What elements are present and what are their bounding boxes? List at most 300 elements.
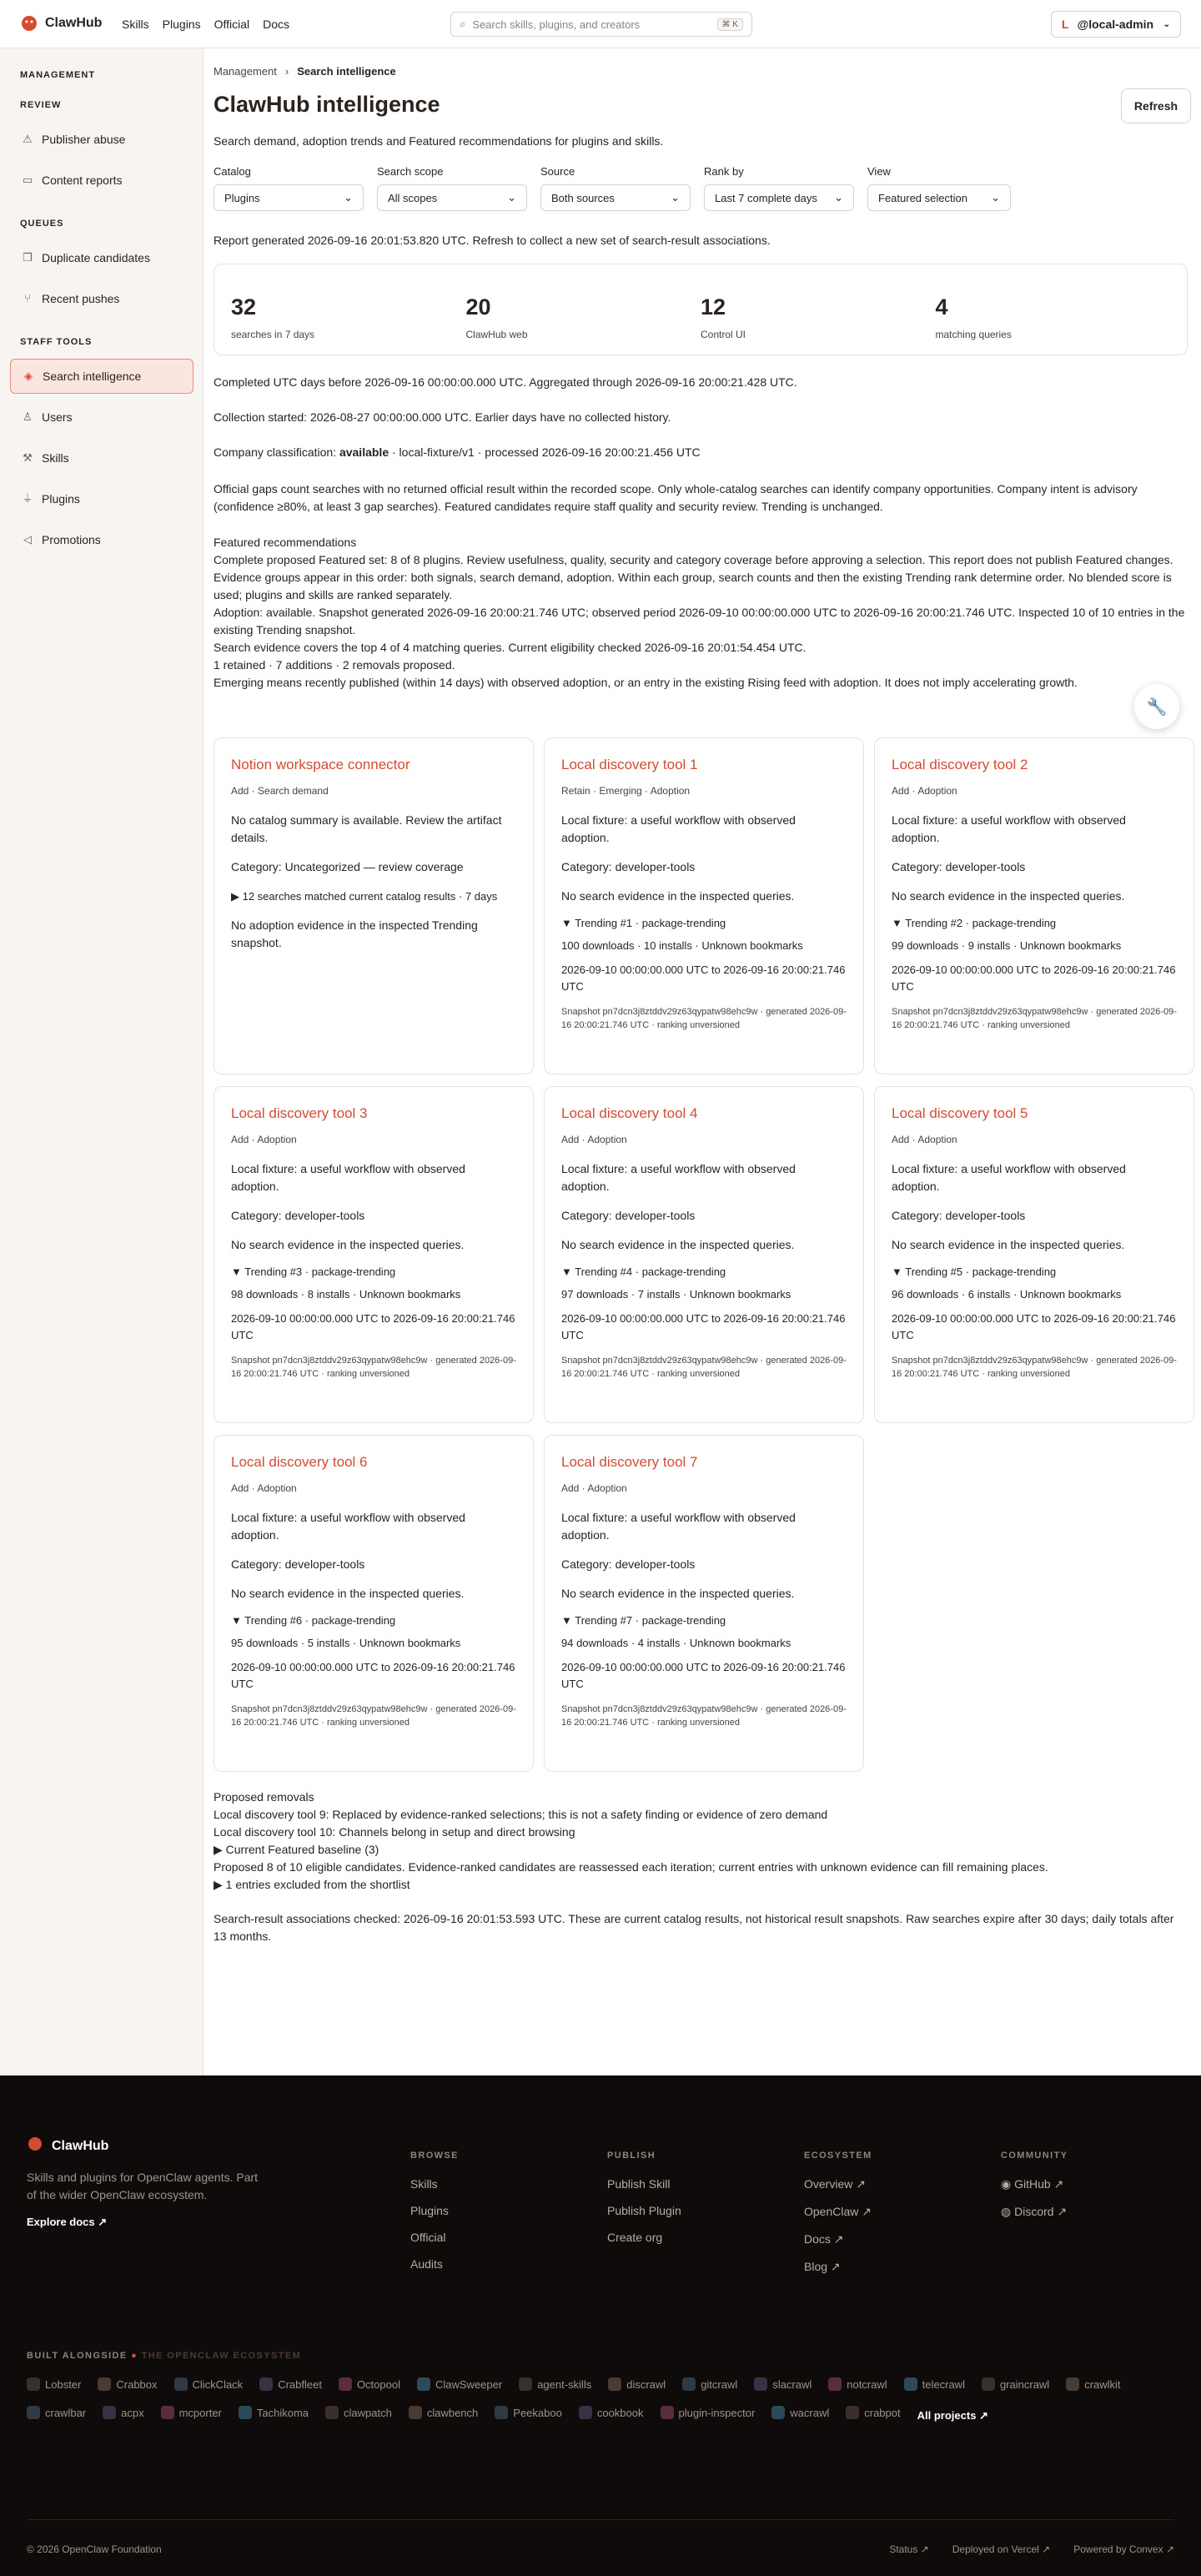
project-chip[interactable] xyxy=(754,2377,812,2391)
project-chip[interactable] xyxy=(161,2406,222,2419)
convex-link[interactable]: Powered by Convex ↗ xyxy=(1073,2543,1174,2555)
project-chip[interactable] xyxy=(259,2377,322,2391)
vercel-link[interactable]: Deployed on Vercel ↗ xyxy=(952,2543,1051,2555)
project-label: ClickClack xyxy=(192,2377,244,2391)
trending-toggle[interactable]: ▼ Trending #3 · package-trending xyxy=(231,1265,396,1278)
card-summary: Local fixture: a useful workflow with observed adoption. xyxy=(561,813,796,844)
footer-col-heading: COMMUNITY xyxy=(1001,2151,1068,2161)
nav-skills[interactable]: Skills xyxy=(122,18,149,31)
featured-line: Emerging means recently published (within 14 days) with observed adoption, or an entry in the existing Rising feed with adoption. It does not imply accelerating growth. xyxy=(214,676,1078,689)
footer-link[interactable]: Create org xyxy=(607,2231,663,2244)
card-summary: Local fixture: a useful workflow with observed adoption. xyxy=(561,1511,796,1542)
company-status: available xyxy=(339,445,389,459)
candidate-card xyxy=(874,1086,1194,1423)
catalog-select[interactable] xyxy=(214,184,364,211)
section-staff-tools: STAFF TOOLS xyxy=(20,337,93,347)
card-metrics: 95 downloads · 5 installs · Unknown bookmarks xyxy=(231,1637,461,1649)
card-title[interactable]: Local discovery tool 7 xyxy=(561,1454,698,1470)
card-search-evidence: No search evidence in the inspected queries. xyxy=(231,1587,465,1600)
copyright: © 2026 OpenClaw Foundation xyxy=(27,2543,162,2555)
project-label: notcrawl xyxy=(847,2377,887,2391)
chart-icon: ◈ xyxy=(24,370,33,382)
filter-search-scope xyxy=(377,165,527,211)
card-range: 2026-09-10 00:00:00.000 UTC to 2026-09-16 20:00:21.746 UTC xyxy=(892,1312,1176,1341)
warning-icon: ⚠ xyxy=(23,133,33,145)
stat-value: 20 xyxy=(465,294,491,319)
proposed-summary: Proposed 8 of 10 eligible candidates. Evidence-ranked candidates are reassessed each iteration; current entries with unknown evidence can fill remaining places. xyxy=(214,1860,1048,1874)
footer-col-browse xyxy=(410,2151,459,2284)
sidebar-item-promotions[interactable] xyxy=(10,522,193,557)
filter-catalog xyxy=(214,165,364,211)
project-chip[interactable] xyxy=(339,2377,400,2391)
status-link[interactable]: Status ↗ xyxy=(889,2543,929,2555)
chevron-down-icon: ⌄ xyxy=(991,191,1000,204)
project-icon xyxy=(682,2377,696,2391)
username: @local-admin xyxy=(1077,18,1154,31)
project-icon xyxy=(239,2406,252,2419)
candidate-card xyxy=(214,737,534,1074)
sidebar-item-label: Content reports xyxy=(42,174,123,187)
card-summary: No catalog summary is available. Review the artifact details. xyxy=(231,813,502,844)
sidebar-item-content-reports[interactable] xyxy=(10,163,193,198)
wrench-icon: ⚒ xyxy=(23,451,33,464)
project-icon xyxy=(519,2377,532,2391)
stat-label: matching queries xyxy=(935,329,1012,340)
footer-link[interactable]: Blog ↗ xyxy=(804,2260,841,2273)
footer-link[interactable]: Docs ↗ xyxy=(804,2232,844,2246)
card-category: Category: developer-tools xyxy=(561,860,696,873)
source-select[interactable] xyxy=(540,184,691,211)
completed-days-text: Completed UTC days before 2026-09-16 00:00:00.000 UTC. Aggregated through 2026-09-16 20:00:21.428 UTC. xyxy=(214,375,797,389)
project-label: crawlkit xyxy=(1084,2377,1121,2391)
project-label: crabpot xyxy=(864,2406,901,2419)
project-chip[interactable] xyxy=(982,2377,1049,2391)
project-icon xyxy=(27,2406,40,2419)
card-range: 2026-09-10 00:00:00.000 UTC to 2026-09-16 20:00:21.746 UTC xyxy=(231,1661,515,1690)
filter-label: View xyxy=(867,165,891,178)
project-label: plugin-inspector xyxy=(678,2406,756,2419)
trending-toggle[interactable]: ▼ Trending #2 · package-trending xyxy=(892,917,1057,929)
card-category: Category: developer-tools xyxy=(231,1209,365,1222)
card-snapshot-note: Snapshot pn7dcn3j8ztddv29z63qypatw98ehc9w · generated 2026-09-16 20:00:21.746 UTC · ranking unversioned xyxy=(561,1007,847,1030)
footer-link[interactable]: Publish Skill xyxy=(607,2177,671,2191)
card-range: 2026-09-10 00:00:00.000 UTC to 2026-09-16 20:00:21.746 UTC xyxy=(892,963,1176,993)
associations-text: Search-result associations checked: 2026-09-16 20:01:53.593 UTC. These are current catalog results, not historical result snapshots. Raw searches expire after 30 days; daily totals after 13 months. xyxy=(214,1912,1174,1943)
card-summary: Local fixture: a useful workflow with observed adoption. xyxy=(892,1162,1126,1193)
project-chip[interactable] xyxy=(325,2406,392,2419)
project-icon xyxy=(495,2406,508,2419)
candidate-card xyxy=(544,1086,864,1423)
card-signal: Retain · Emerging · Adoption xyxy=(561,785,691,797)
sidebar-item-label: Skills xyxy=(42,451,69,465)
card-search-evidence: No search evidence in the inspected queries. xyxy=(892,1238,1125,1251)
project-label: graincrawl xyxy=(999,2377,1050,2391)
project-chip[interactable] xyxy=(174,2377,244,2391)
stat-value: 4 xyxy=(935,294,948,319)
admin-sidebar xyxy=(0,48,204,2075)
filter-source xyxy=(540,165,691,211)
project-label: acpx xyxy=(121,2406,144,2419)
project-label: mcporter xyxy=(178,2406,222,2419)
project-icon xyxy=(417,2377,430,2391)
sidebar-item-duplicate-candidates[interactable] xyxy=(10,240,193,275)
nav-official[interactable]: Official xyxy=(214,18,250,31)
explore-docs-link[interactable]: Explore docs ↗ xyxy=(27,2216,108,2228)
git-branch-icon: ⑂ xyxy=(24,292,31,304)
filter-view xyxy=(867,165,1011,211)
sidebar-item-users[interactable] xyxy=(10,400,193,435)
search-placeholder: Search skills, plugins, and creators xyxy=(472,18,641,31)
card-metrics: 98 downloads · 8 installs · Unknown bookmarks xyxy=(231,1288,461,1301)
project-chip[interactable] xyxy=(409,2406,478,2419)
card-metrics: 94 downloads · 4 installs · Unknown bookmarks xyxy=(561,1637,791,1649)
trending-toggle[interactable]: ▼ Trending #4 · package-trending xyxy=(561,1265,726,1278)
card-signal: Add · Adoption xyxy=(231,1134,297,1145)
project-icon xyxy=(1066,2377,1079,2391)
project-label: Crabbox xyxy=(116,2377,158,2391)
project-label: slacrawl xyxy=(772,2377,812,2391)
card-category: Category: Uncategorized — review coverage xyxy=(231,860,464,873)
card-summary: Local fixture: a useful workflow with observed adoption. xyxy=(231,1511,465,1542)
company-prefix: Company classification: xyxy=(214,445,339,459)
card-signal: Add · Adoption xyxy=(231,1482,297,1494)
user-menu-button[interactable] xyxy=(1051,11,1181,38)
featured-baseline-toggle[interactable]: ▶ Current Featured baseline (3) xyxy=(214,1843,379,1856)
project-icon xyxy=(846,2406,859,2419)
card-metrics: 96 downloads · 6 installs · Unknown bookmarks xyxy=(892,1288,1122,1301)
footer-link[interactable]: Overview ↗ xyxy=(804,2177,866,2191)
project-chip[interactable] xyxy=(846,2406,900,2419)
all-projects-link[interactable]: All projects ↗ xyxy=(917,2409,988,2422)
card-title[interactable]: Local discovery tool 2 xyxy=(892,757,1028,772)
user-icon: ♙ xyxy=(23,410,33,423)
sidebar-item-publisher-abuse[interactable] xyxy=(10,122,193,157)
footer-link-label: Discord ↗ xyxy=(1014,2205,1068,2218)
chevron-right-icon: › xyxy=(284,65,289,78)
section-management: MANAGEMENT xyxy=(20,70,96,80)
sidebar-item-label: Search intelligence xyxy=(43,370,142,383)
footer-brand-name: ClawHub xyxy=(52,2138,109,2153)
search-input[interactable] xyxy=(450,12,752,37)
scope-select[interactable] xyxy=(377,184,527,211)
card-summary: Local fixture: a useful workflow with observed adoption. xyxy=(892,813,1126,844)
page-subtitle: Search demand, adoption trends and Featured recommendations for plugins and skills. xyxy=(214,134,664,148)
project-icon xyxy=(98,2377,111,2391)
candidate-card xyxy=(544,737,864,1074)
brand-name: ClawHub xyxy=(45,16,103,30)
stat-matching-queries xyxy=(936,264,1171,355)
select-value: Featured selection xyxy=(878,191,967,204)
candidate-card xyxy=(214,1086,534,1423)
card-metrics: 100 downloads · 10 installs · Unknown bookmarks xyxy=(561,939,803,952)
footer-col-ecosystem xyxy=(804,2151,872,2287)
stat-value: 32 xyxy=(231,294,257,319)
sidebar-item-search-intelligence[interactable] xyxy=(10,359,193,394)
sidebar-item-label: Publisher abuse xyxy=(42,133,126,146)
card-signal: Add · Adoption xyxy=(561,1134,627,1145)
collection-text: Collection started: 2026-08-27 00:00:00.000 UTC. Earlier days have no collected history. xyxy=(214,410,671,424)
card-category: Category: developer-tools xyxy=(892,1209,1026,1222)
section-review: REVIEW xyxy=(20,100,62,110)
trending-toggle[interactable]: ▼ Trending #7 · package-trending xyxy=(561,1614,726,1627)
project-icon xyxy=(409,2406,422,2419)
built-prefix: BUILT ALONGSIDE xyxy=(27,2351,128,2361)
project-icon xyxy=(754,2377,767,2391)
search-shortcut: ⌘ K xyxy=(717,18,743,31)
featured-line: Adoption: available. Snapshot generated 2026-09-16 20:00:21.746 UTC; observed period 2026-09-10 00:00:00.000 UTC to 2026-09-16 20:00:21.746 UTC. Inspected 10 of 10 entries in the existing Trending snapshot. xyxy=(214,606,1185,636)
lobster-logo-icon xyxy=(27,2136,43,2156)
project-label: ClawSweeper xyxy=(435,2377,503,2391)
project-chip[interactable] xyxy=(1066,2377,1120,2391)
chevron-down-icon: ⌄ xyxy=(1163,19,1170,29)
filter-rank-by xyxy=(704,165,854,211)
card-signal: Add · Adoption xyxy=(561,1482,627,1494)
project-chip[interactable] xyxy=(904,2377,965,2391)
project-label: wacrawl xyxy=(790,2406,830,2419)
stat-value: 12 xyxy=(701,294,726,319)
card-search-evidence: No search evidence in the inspected queries. xyxy=(561,1587,795,1600)
rank-select[interactable] xyxy=(704,184,854,211)
view-select[interactable] xyxy=(867,184,1011,211)
card-snapshot-note: Snapshot pn7dcn3j8ztddv29z63qypatw98ehc9w · generated 2026-09-16 20:00:21.746 UTC · ranking unversioned xyxy=(231,1704,516,1728)
project-label: discrawl xyxy=(626,2377,666,2391)
project-label: clawpatch xyxy=(344,2406,392,2419)
sidebar-item-plugins[interactable] xyxy=(10,481,193,516)
chevron-down-icon: ⌄ xyxy=(834,191,843,204)
card-snapshot-note: Snapshot pn7dcn3j8ztddv29z63qypatw98ehc9w · generated 2026-09-16 20:00:21.746 UTC · ranking unversioned xyxy=(561,1704,847,1728)
card-category: Category: developer-tools xyxy=(231,1557,365,1571)
project-chip[interactable] xyxy=(579,2406,644,2419)
project-label: Lobster xyxy=(45,2377,82,2391)
select-value: Plugins xyxy=(224,191,260,204)
project-label: Octopool xyxy=(356,2377,400,2391)
breadcrumb xyxy=(214,65,396,78)
card-snapshot-note: Snapshot pn7dcn3j8ztddv29z63qypatw98ehc9w · generated 2026-09-16 20:00:21.746 UTC · ranking unversioned xyxy=(561,1356,847,1379)
featured-recommendations xyxy=(214,534,1188,692)
stat-label: ClawHub web xyxy=(465,329,528,340)
filter-label: Source xyxy=(540,165,575,178)
chevron-down-icon: ⌄ xyxy=(671,191,680,204)
official-gaps-text: Official gaps count searches with no returned official result within the recorded scope. Only whole-catalog searches can identify company opportunities. Company intent is advisory (confidence ≥80%, at least 3 gap searches). Featured candidates require staff quality and security review. Trending is unchanged. xyxy=(214,482,1138,513)
project-chip[interactable] xyxy=(682,2377,737,2391)
project-label: gitcrawl xyxy=(701,2377,738,2391)
trending-toggle[interactable]: ▼ Trending #1 · package-trending xyxy=(561,917,726,929)
built-alongside-heading xyxy=(27,2351,301,2361)
project-label: Peekaboo xyxy=(513,2406,562,2419)
project-label: Tachikoma xyxy=(256,2406,309,2419)
ecosystem-projects xyxy=(27,2377,1174,2438)
search-evidence-toggle[interactable]: ▶ 12 searches matched current catalog results · 7 days xyxy=(231,890,498,903)
card-snapshot-note: Snapshot pn7dcn3j8ztddv29z63qypatw98ehc9w · generated 2026-09-16 20:00:21.746 UTC · ranking unversioned xyxy=(892,1007,1177,1030)
footer-link[interactable]: Skills xyxy=(410,2177,438,2191)
card-metrics: 97 downloads · 7 installs · Unknown bookmarks xyxy=(561,1288,791,1301)
github-icon: ◉ xyxy=(1001,2177,1015,2191)
featured-line: Evidence groups appear in this order: both signals, search demand, adoption. Within each group, search counts and then the existing Trending rank determine order. No blended score is used; plugins and skills are ranked separately. xyxy=(214,571,1172,601)
card-search-evidence: No search evidence in the inspected queries. xyxy=(561,1238,795,1251)
card-signal: Add · Search demand xyxy=(231,785,329,797)
project-label: clawbench xyxy=(426,2406,479,2419)
card-summary: Local fixture: a useful workflow with observed adoption. xyxy=(231,1162,465,1193)
built-suffix: THE OPENCLAW ECOSYSTEM xyxy=(141,2351,302,2361)
project-label: telecrawl xyxy=(922,2377,965,2391)
project-icon xyxy=(982,2377,995,2391)
footer-link-discord[interactable] xyxy=(1001,2205,1068,2219)
project-icon xyxy=(161,2406,174,2419)
megaphone-icon: ◁ xyxy=(23,533,32,546)
card-metrics: 99 downloads · 9 installs · Unknown bookmarks xyxy=(892,939,1122,952)
sidebar-item-label: Duplicate candidates xyxy=(42,251,150,264)
stat-label: Control UI xyxy=(701,329,746,340)
card-snapshot-note: Snapshot pn7dcn3j8ztddv29z63qypatw98ehc9w · generated 2026-09-16 20:00:21.746 UTC · ranking unversioned xyxy=(892,1356,1177,1379)
nav-plugins[interactable]: Plugins xyxy=(162,18,201,31)
project-label: agent-skills xyxy=(537,2377,592,2391)
sidebar-item-label: Promotions xyxy=(42,533,101,546)
project-icon xyxy=(103,2406,116,2419)
project-chip[interactable] xyxy=(103,2406,143,2419)
candidate-card xyxy=(544,1435,864,1772)
card-summary: Local fixture: a useful workflow with observed adoption. xyxy=(561,1162,796,1193)
card-snapshot-note: Snapshot pn7dcn3j8ztddv29z63qypatw98ehc9w · generated 2026-09-16 20:00:21.746 UTC · ranking unversioned xyxy=(231,1356,516,1379)
card-title[interactable]: Local discovery tool 5 xyxy=(892,1105,1028,1121)
search-icon: ⌕ xyxy=(460,18,466,30)
card-title[interactable]: Notion workspace connector xyxy=(231,757,410,772)
project-chip[interactable] xyxy=(608,2377,666,2391)
page-title: ClawHub intelligence xyxy=(214,92,440,117)
footer-col-heading: BROWSE xyxy=(410,2151,459,2161)
footer-link-label: GitHub ↗ xyxy=(1014,2177,1064,2191)
card-range: 2026-09-10 00:00:00.000 UTC to 2026-09-16 20:00:21.746 UTC xyxy=(561,1661,846,1690)
filter-bar xyxy=(214,165,1011,211)
card-title[interactable]: Local discovery tool 3 xyxy=(231,1105,368,1121)
footer-link-github[interactable] xyxy=(1001,2177,1068,2191)
chevron-down-icon: ⌄ xyxy=(507,191,516,204)
footer-col-heading: ECOSYSTEM xyxy=(804,2151,872,2161)
project-icon xyxy=(325,2406,339,2419)
primary-nav xyxy=(122,18,289,31)
project-icon xyxy=(904,2377,917,2391)
project-chip[interactable] xyxy=(519,2377,591,2391)
project-chip[interactable] xyxy=(661,2406,756,2419)
proposed-removals xyxy=(214,1789,1188,1894)
brand-logo[interactable] xyxy=(20,14,102,33)
report-timestamp: Report generated 2026-09-16 20:01:53.820 UTC. Refresh to collect a new set of search-result associations. xyxy=(214,234,771,247)
project-chip[interactable] xyxy=(828,2377,887,2391)
card-category: Category: developer-tools xyxy=(561,1557,696,1571)
plug-icon: ⏚ xyxy=(22,492,33,505)
project-icon xyxy=(27,2377,40,2391)
project-icon xyxy=(661,2406,674,2419)
card-search-evidence: No search evidence in the inspected queries. xyxy=(561,889,795,903)
excluded-toggle[interactable]: ▶ 1 entries excluded from the shortlist xyxy=(214,1878,410,1891)
footer-col-heading: PUBLISH xyxy=(607,2151,656,2161)
project-icon xyxy=(771,2406,785,2419)
footer-link[interactable]: Official xyxy=(410,2231,446,2244)
stat-control-ui xyxy=(701,264,936,355)
sidebar-item-label: Recent pushes xyxy=(42,292,120,305)
footer-link[interactable]: Publish Plugin xyxy=(607,2204,681,2217)
document-icon: ▭ xyxy=(22,174,33,186)
project-icon xyxy=(608,2377,621,2391)
project-chip[interactable] xyxy=(771,2406,829,2419)
project-icon xyxy=(259,2377,273,2391)
project-icon xyxy=(339,2377,352,2391)
wrench-icon: 🔧 xyxy=(1146,697,1168,717)
project-icon xyxy=(174,2377,188,2391)
company-suffix: · local-fixture/v1 · processed 2026-09-16 20:00:21.456 UTC xyxy=(389,445,701,459)
trending-toggle[interactable]: ▼ Trending #6 · package-trending xyxy=(231,1614,396,1627)
footer-link[interactable]: Audits xyxy=(410,2257,443,2271)
project-icon xyxy=(828,2377,842,2391)
select-value: All scopes xyxy=(388,191,438,204)
project-chip[interactable] xyxy=(98,2377,157,2391)
project-icon xyxy=(579,2406,592,2419)
removal-item: Local discovery tool 10: Channels belong in setup and direct browsing xyxy=(214,1825,575,1839)
card-signal: Add · Adoption xyxy=(892,1134,957,1145)
trending-toggle[interactable]: ▼ Trending #5 · package-trending xyxy=(892,1265,1057,1278)
filter-label: Catalog xyxy=(214,165,251,178)
candidate-card xyxy=(214,1435,534,1772)
project-label: cookbook xyxy=(596,2406,644,2419)
site-footer xyxy=(0,2075,1201,2576)
card-range: 2026-09-10 00:00:00.000 UTC to 2026-09-16 20:00:21.746 UTC xyxy=(231,1312,515,1341)
featured-line: Search evidence covers the top 4 of 4 matching queries. Current eligibility checked 2026-09-16 20:01:54.454 UTC. xyxy=(214,641,807,654)
card-title[interactable]: Local discovery tool 6 xyxy=(231,1454,368,1470)
stats-panel xyxy=(214,264,1188,355)
project-chip[interactable] xyxy=(417,2377,502,2391)
stat-label: searches in 7 days xyxy=(231,329,315,340)
project-label: crawlbar xyxy=(45,2406,87,2419)
project-chip[interactable] xyxy=(239,2406,309,2419)
lobster-logo-icon: ● xyxy=(131,2351,142,2361)
project-chip[interactable] xyxy=(495,2406,562,2419)
footer-link[interactable]: Plugins xyxy=(410,2204,449,2217)
breadcrumb-management[interactable]: Management xyxy=(214,65,277,78)
card-adoption: No adoption evidence in the inspected Trending snapshot. xyxy=(231,918,478,949)
company-classification xyxy=(214,444,1188,461)
card-search-evidence: No search evidence in the inspected queries. xyxy=(231,1238,465,1251)
nav-docs[interactable]: Docs xyxy=(263,18,290,31)
card-range: 2026-09-10 00:00:00.000 UTC to 2026-09-16 20:00:21.746 UTC xyxy=(561,963,846,993)
dev-tools-button[interactable] xyxy=(1134,684,1179,729)
sidebar-item-recent-pushes[interactable] xyxy=(10,281,193,316)
chevron-down-icon: ⌄ xyxy=(344,191,353,204)
card-search-evidence: No search evidence in the inspected queries. xyxy=(892,889,1125,903)
sidebar-item-skills[interactable] xyxy=(10,440,193,475)
project-chip[interactable] xyxy=(27,2377,81,2391)
card-title[interactable]: Local discovery tool 1 xyxy=(561,757,698,772)
stat-web xyxy=(466,264,701,355)
project-label: Crabfleet xyxy=(278,2377,322,2391)
footer-link[interactable]: OpenClaw ↗ xyxy=(804,2205,872,2218)
removals-title: Proposed removals xyxy=(214,1790,314,1804)
section-queues: QUEUES xyxy=(20,219,64,229)
lobster-logo-icon xyxy=(20,14,38,33)
footer-bottom-bar xyxy=(27,2519,1174,2555)
footer-col-publish xyxy=(607,2151,681,2257)
copy-icon: ❐ xyxy=(23,251,33,264)
top-navigation-bar xyxy=(0,0,1201,48)
sidebar-item-label: Plugins xyxy=(42,492,80,506)
footer-brand[interactable] xyxy=(27,2136,108,2156)
avatar: L xyxy=(1062,18,1069,31)
footer-bottom-links xyxy=(889,2543,1174,2555)
project-chip[interactable] xyxy=(27,2406,86,2419)
refresh-button[interactable]: Refresh xyxy=(1121,88,1191,123)
filter-label: Rank by xyxy=(704,165,744,178)
discord-icon: ◍ xyxy=(1001,2205,1015,2218)
card-title[interactable]: Local discovery tool 4 xyxy=(561,1105,698,1121)
stat-searches xyxy=(231,264,466,355)
